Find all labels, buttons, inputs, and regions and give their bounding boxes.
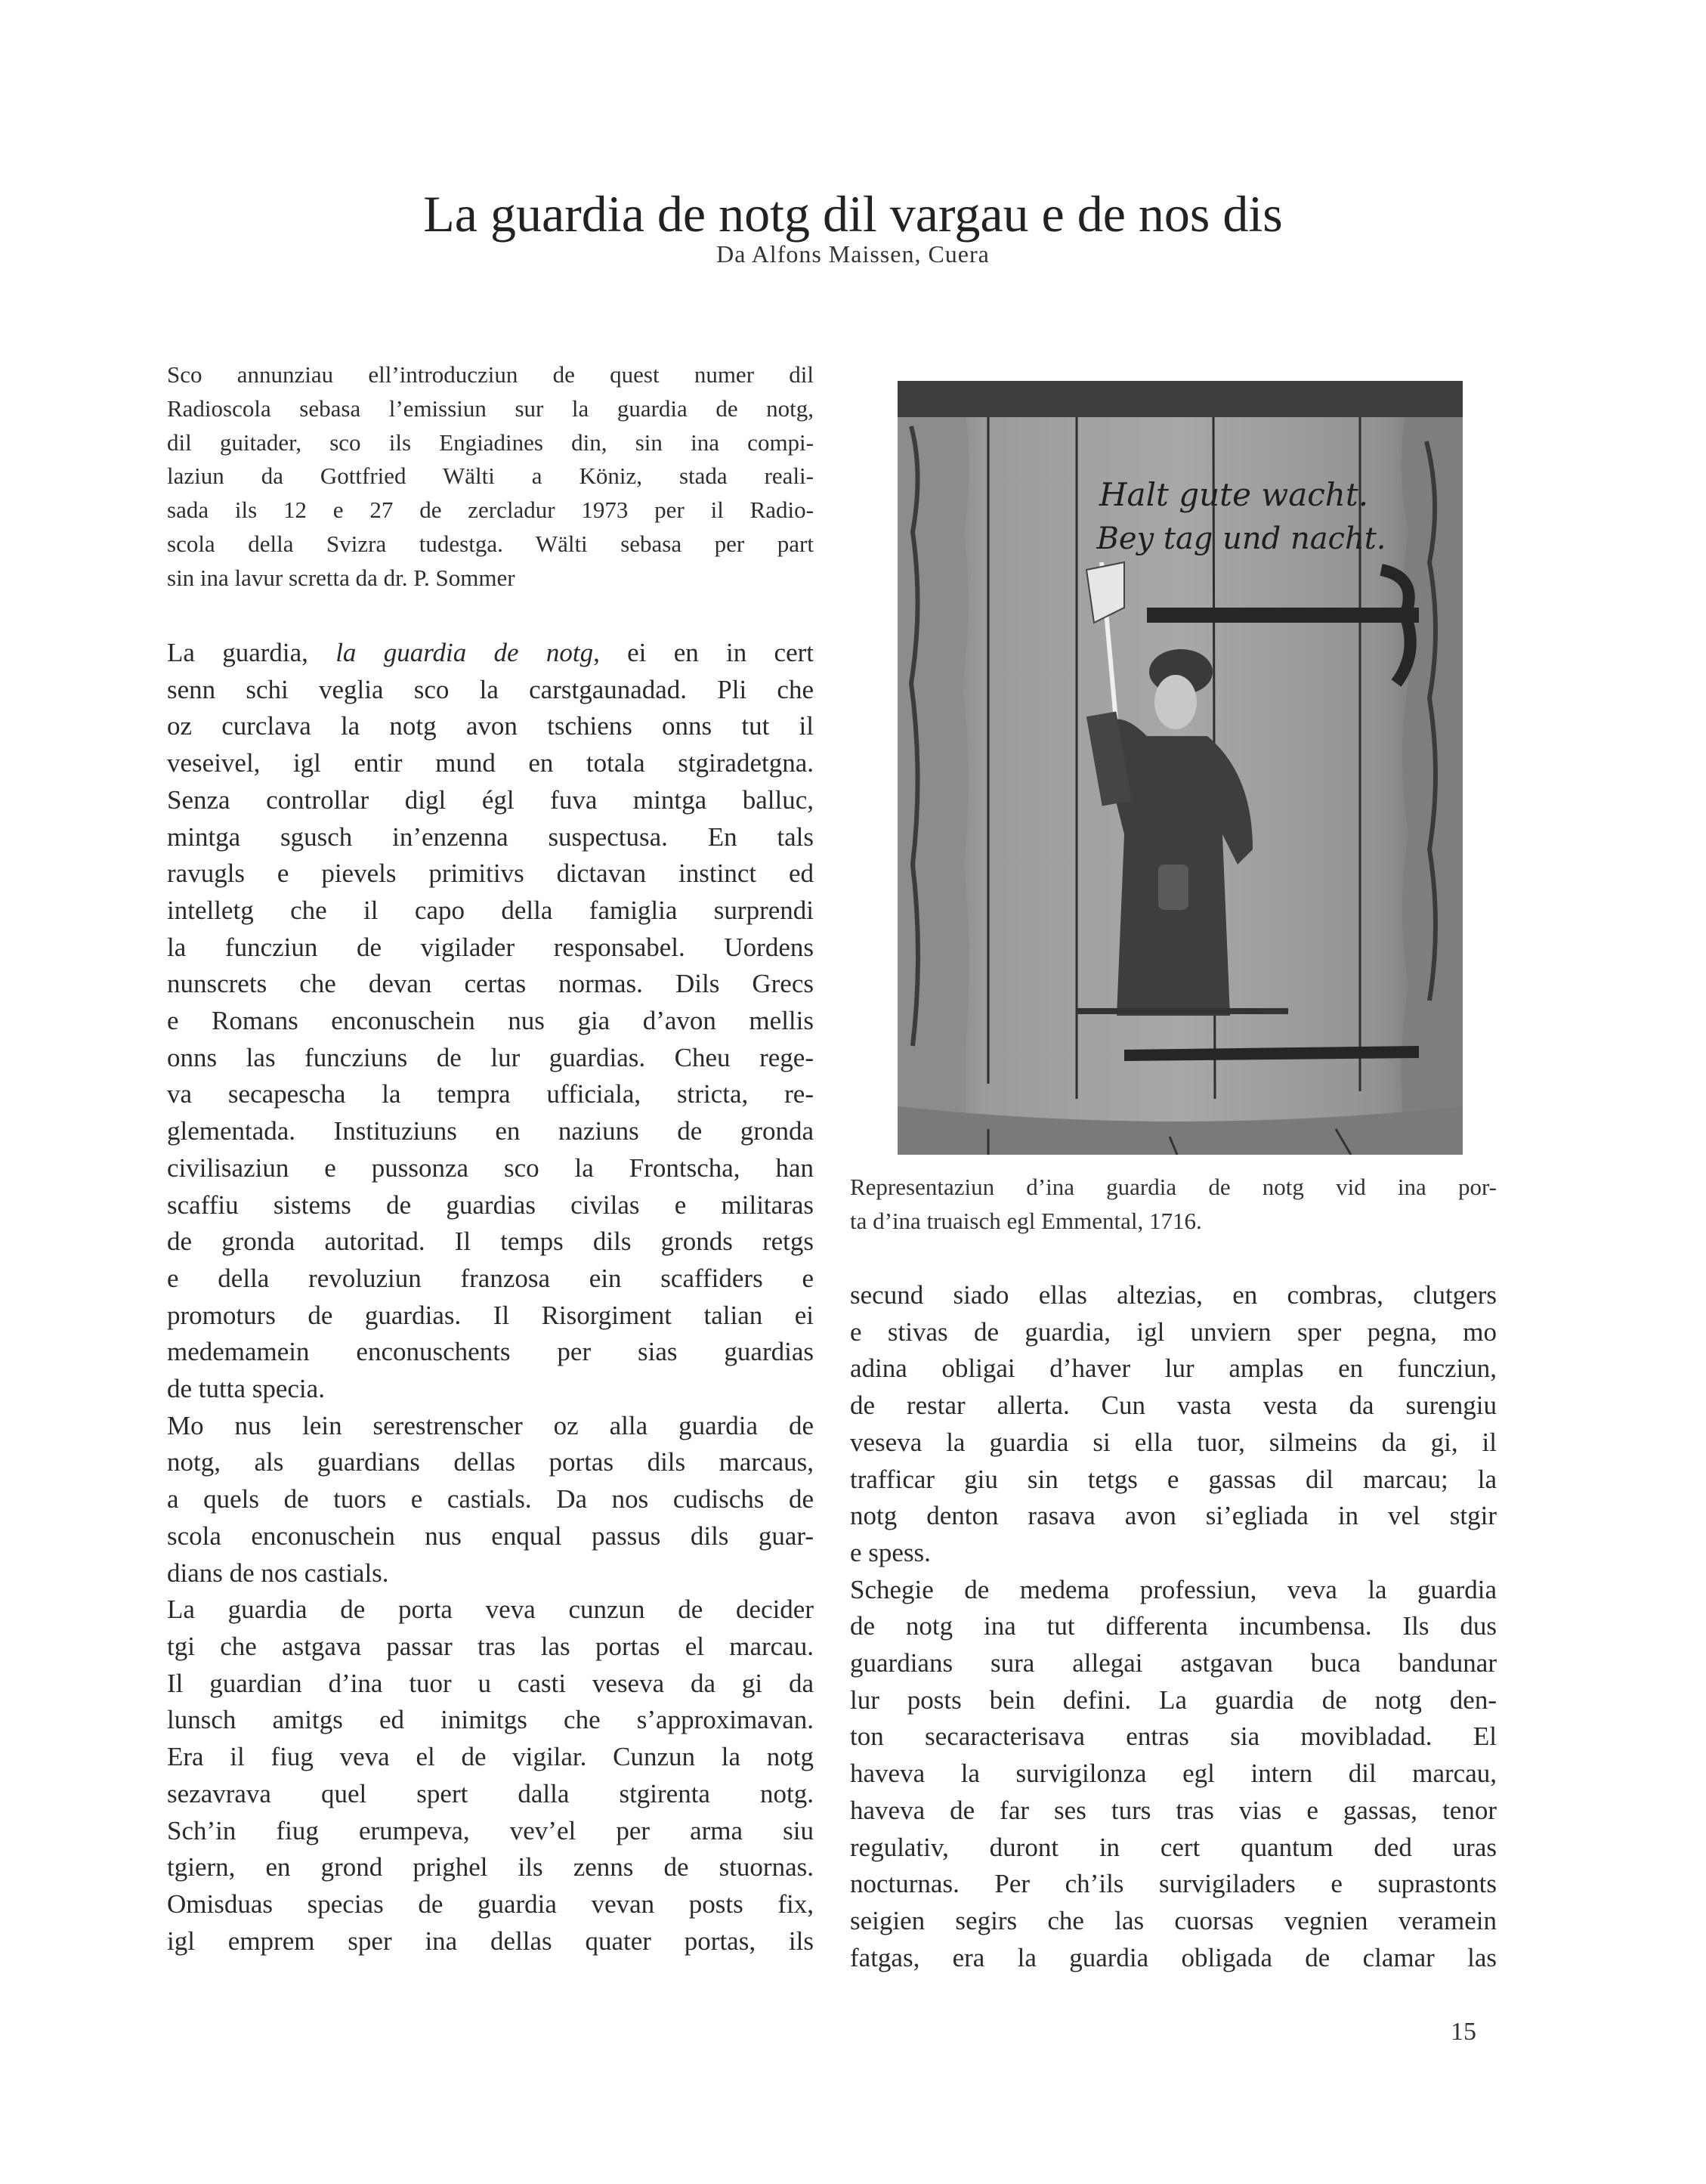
body-line: de gronda autoritad. Il temps dils gronds retgs (167, 1227, 814, 1257)
body-line: secund siado ellas altezias, en combras, clutgers (850, 1280, 1497, 1310)
body-line: e spess. (850, 1537, 931, 1567)
door-inscription-1: Halt gute wacht. (1099, 476, 1369, 513)
body-line: notg denton rasava avon si’egliada in vel stgir (850, 1501, 1497, 1531)
body-line: medemamein enconuschents per sias guardias (167, 1337, 814, 1367)
body-line: lunsch amitgs ed inimitgs che s’approximavan. (167, 1705, 814, 1735)
body-line: adina obligai d’haver lur amplas en funcziun, (850, 1353, 1497, 1384)
body-line: sezavrava quel spert dalla stgirenta notg. (167, 1778, 814, 1808)
body-line: mintga sgusch in’enzenna suspectusa. En tals (167, 821, 814, 852)
caption-line: ta d’ina truaisch egl Emmental, 1716. (850, 1208, 1202, 1234)
body-line: igl emprem sper ina dellas quater portas, ils (167, 1926, 814, 1956)
body-line: Schegie de medema professiun, veva la guardia (850, 1574, 1497, 1604)
body-line: notg, als guardians dellas portas dils marcaus, (167, 1447, 814, 1477)
body-line: glementada. Instituziuns en naziuns de gronda (167, 1116, 814, 1146)
body-line: seigien segirs che las cuorsas vegnien veramein (850, 1905, 1497, 1935)
body-line: intelletg che il capo della famiglia surprendi (167, 895, 814, 925)
body-line: Mo nus lein serestrenscher oz alla guardia de (167, 1410, 814, 1440)
body-line: veseva la guardia si ella tuor, silmeins da gi, il (850, 1427, 1497, 1457)
body-line: e della revoluziun franzosa ein scaffiders e (167, 1263, 814, 1293)
body-line: Omisduas specias de guardia vevan posts fix, (167, 1889, 814, 1919)
article-title: La guardia de notg dil vargau e de nos dis (423, 184, 1283, 243)
intro-line: Sco annunziau ell’introducziun de quest numer dil (167, 361, 814, 388)
body-column-right (850, 1277, 1497, 1976)
body-line: a quels de tuors e castials. Da nos cudischs de (167, 1484, 814, 1514)
intro-line: sada ils 12 e 27 de zercladur 1973 per il Radio- (167, 497, 814, 524)
intro-paragraph (167, 358, 814, 595)
body-line: tgiern, en grond prighel ils zenns de stuornas. (167, 1852, 814, 1882)
body-line: la funcziun de vigilader responsabel. Uordens (167, 932, 814, 962)
first-line-text: La guardia, (167, 638, 336, 667)
body-line: guardians sura allegai astgavan buca bandunar (850, 1648, 1497, 1678)
article-byline: Da Alfons Maissen, Cuera (716, 240, 990, 268)
page-number: 15 (1451, 2018, 1476, 2046)
body-line: promoturs de guardias. Il Risorgiment talian ei (167, 1300, 814, 1330)
body-line: civilisaziun e pussonza sco la Frontscha, han (167, 1152, 814, 1183)
door-inscription-2: Bey tag und nacht. (1096, 521, 1386, 556)
body-line: dians de nos castials. (167, 1558, 389, 1588)
body-line: onns las funcziuns de lur guardias. Cheu rege- (167, 1042, 814, 1072)
body-line: Era il fiug veva el de vigilar. Cunzun la notg (167, 1742, 814, 1772)
body-line: veseivel, igl entir mund en totala stgiradetgna. (167, 748, 814, 778)
body-line: de notg ina tut differenta incumbensa. Ils dus (850, 1611, 1497, 1641)
body-line: Il guardian d’ina tuor u casti veseva da gi da (167, 1668, 814, 1698)
first-line-italic-term: la guardia de notg (335, 638, 594, 667)
body-line: tgi che astgava passar tras las portas el marcau. (167, 1631, 814, 1661)
body-line: haveva de far ses turs tras vias e gassas, tenor (850, 1795, 1497, 1825)
body-line: oz curclava la notg avon tschiens onns tut il (167, 711, 814, 741)
body-line: scaffiu sistems de guardias civilas e militaras (167, 1189, 814, 1220)
body-line: nunscrets che devan certas normas. Dils Grecs (167, 969, 814, 999)
body-line: de tutta specia. (167, 1374, 325, 1404)
body-line: nocturnas. Per ch’ils survigiladers e suprastonts (850, 1869, 1497, 1899)
body-column-left (167, 635, 814, 1960)
body-line: e Romans enconuschein nus gia d’avon mellis (167, 1006, 814, 1036)
body-line: e stivas de guardia, igl unviern sper pegna, mo (850, 1316, 1497, 1347)
figure-caption (850, 1170, 1497, 1238)
body-line: va secapescha la tempra ufficiala, stricta, re- (167, 1079, 814, 1109)
intro-line: Radioscola sebasa l’emissiun sur la guardia de notg, (167, 394, 814, 422)
body-first-line (167, 635, 814, 672)
body-line: scola enconuschein nus enqual passus dils guar- (167, 1520, 814, 1551)
body-line: lur posts bein defini. La guardia de notg den- (850, 1684, 1497, 1715)
intro-line: sin ina lavur scretta da dr. P. Sommer (167, 564, 515, 591)
body-line: Senza controllar digl égl fuva mintga balluc, (167, 784, 814, 815)
body-line: trafficar giu sin tetgs e gassas dil marcau; la (850, 1464, 1497, 1494)
body-line: haveva la survigilonza egl intern dil marcau, (850, 1759, 1497, 1789)
body-line: ravugls e pievels primitivs dictavan instinct ed (167, 858, 814, 889)
intro-line: laziun da Gottfried Wälti a Köniz, stada reali- (167, 462, 814, 490)
caption-line: Representaziun d’ina guardia de notg vid ina por- (850, 1174, 1497, 1200)
first-line-text-end: , ei en in cert (593, 638, 814, 667)
body-line: senn schi veglia sco la carstgaunadad. Pli che (167, 674, 814, 704)
body-line: ton secaracterisava entras sia movibladad. El (850, 1722, 1497, 1752)
body-line: de restar allerta. Cun vasta vesta da surengiu (850, 1391, 1497, 1421)
intro-line: dil guitader, sco ils Engiadines din, sin ina compi- (167, 428, 814, 456)
intro-line: scola della Svizra tudestga. Wälti sebasa per part (167, 530, 814, 557)
body-line: La guardia de porta veva cunzun de decider (167, 1595, 814, 1625)
figure-photo-night-watchman-door (898, 381, 1463, 1155)
body-line: regulativ, duront in cert quantum ded uras (850, 1832, 1497, 1862)
body-line: fatgas, era la guardia obligada de clamar las (850, 1942, 1497, 1972)
body-line: Sch’in fiug erumpeva, vev’el per arma siu (167, 1815, 814, 1845)
